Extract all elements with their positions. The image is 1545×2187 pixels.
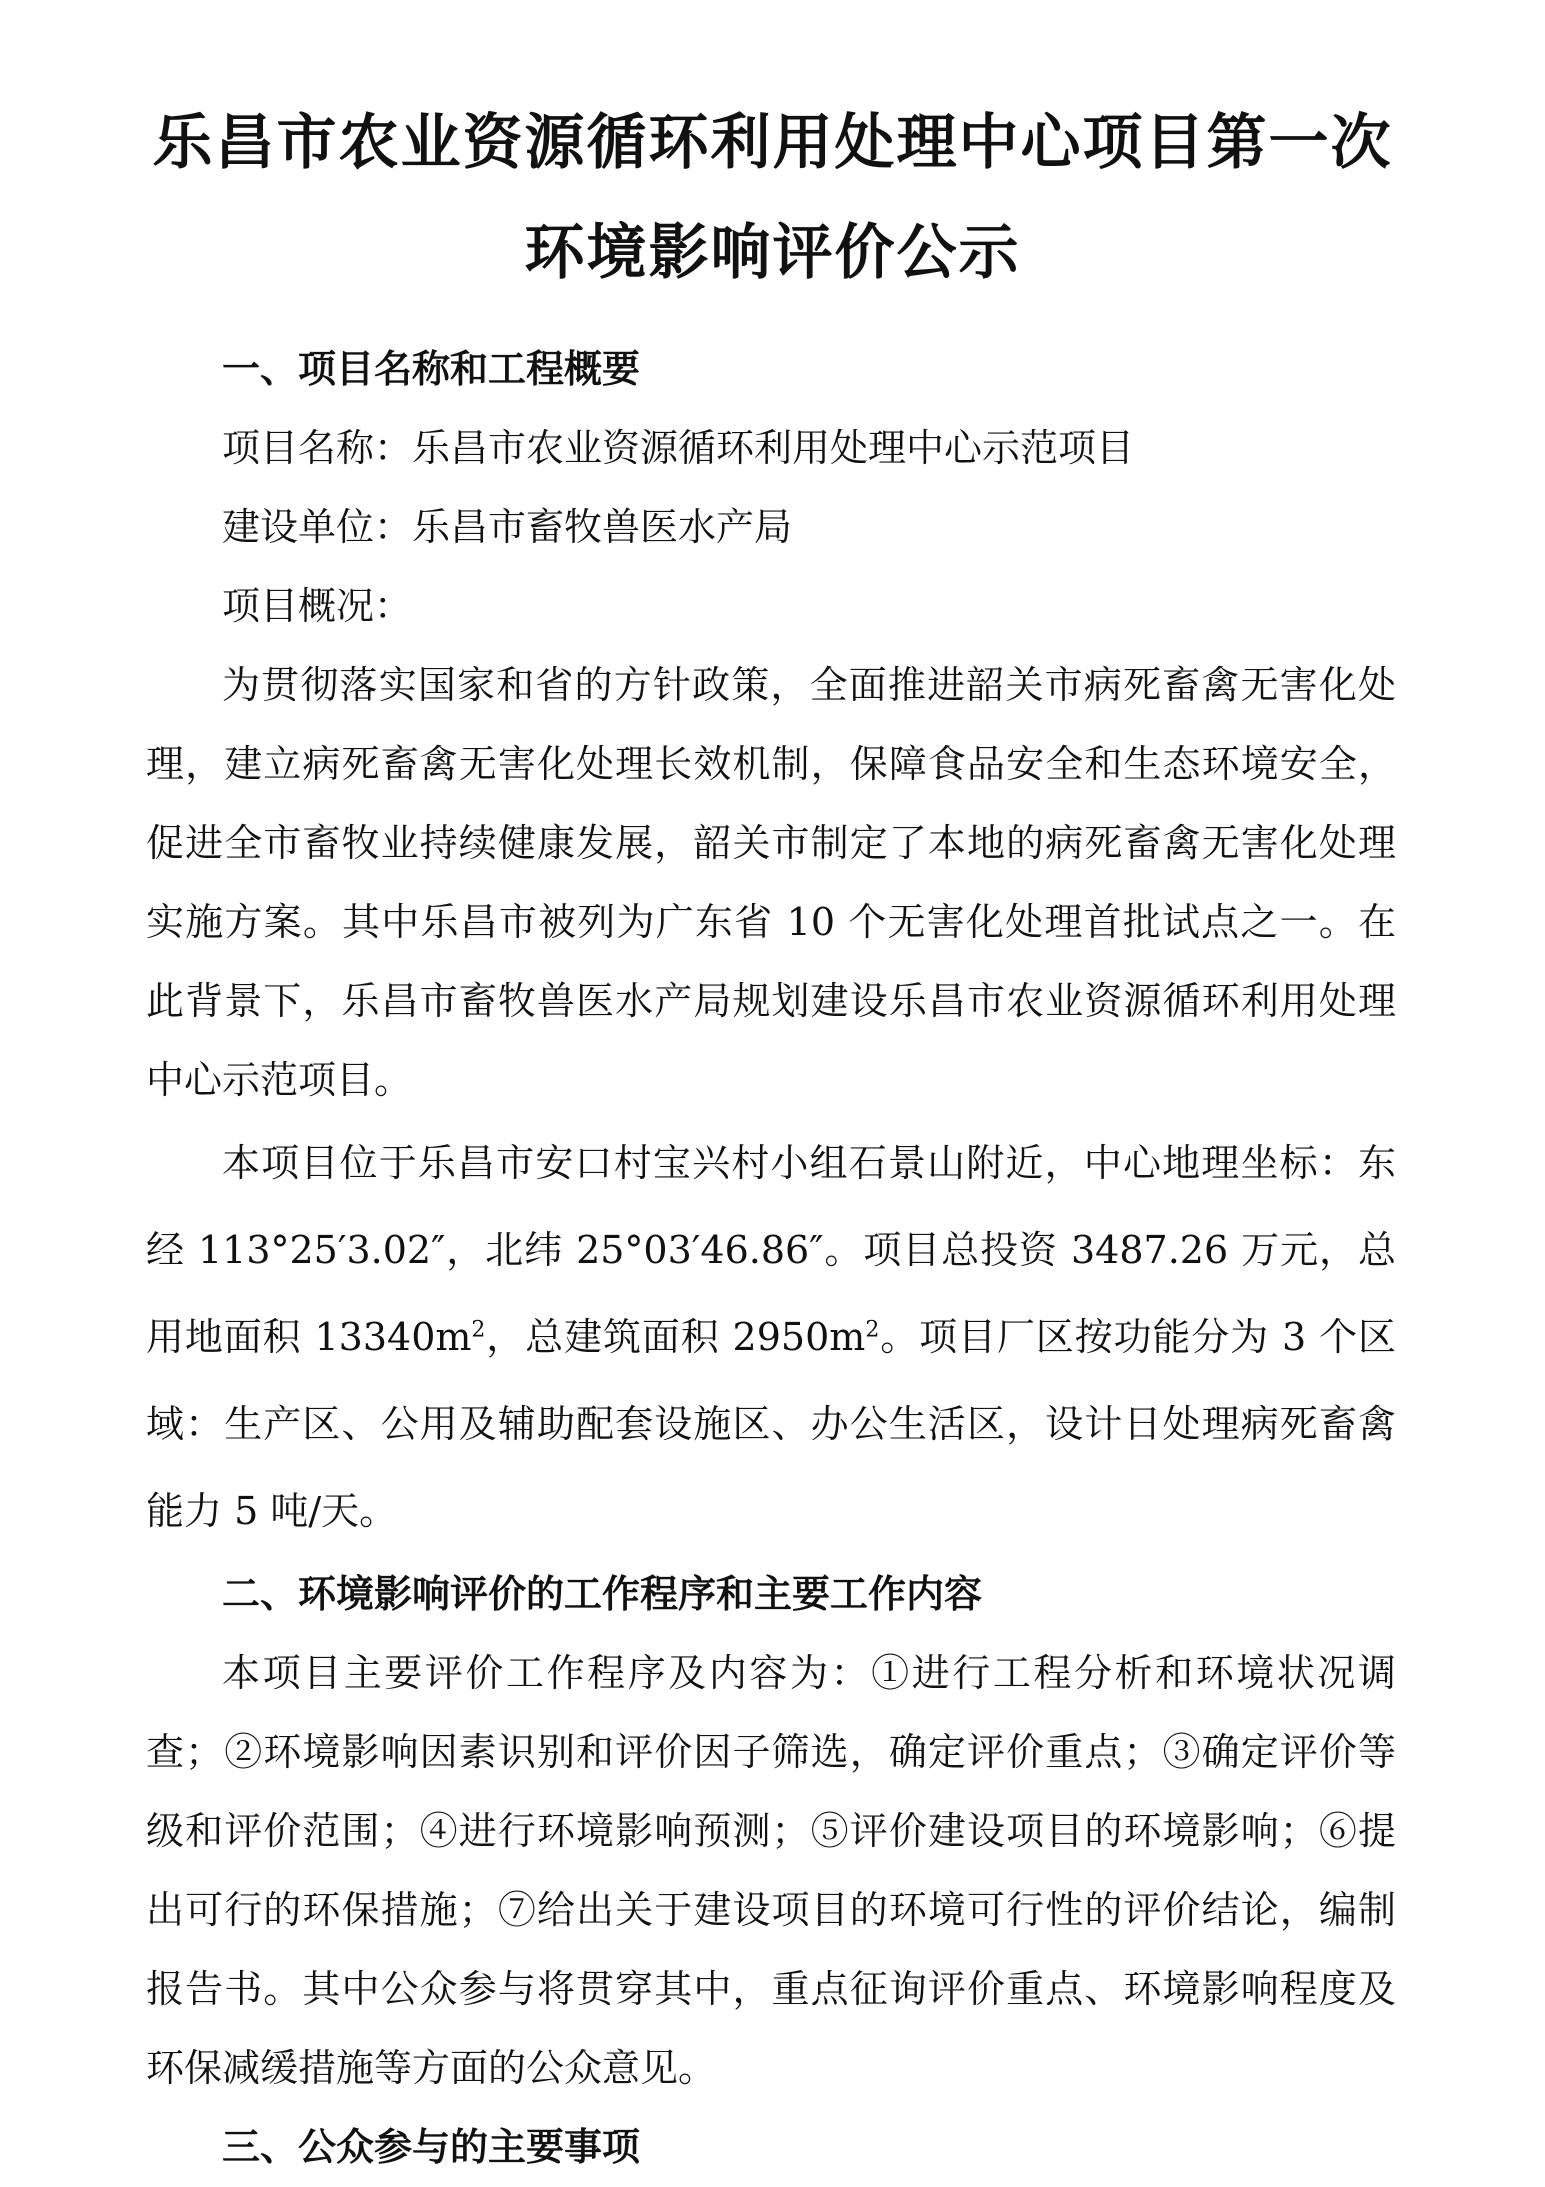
section-1-heading: 一、项目名称和工程概要: [222, 347, 641, 391]
overview-paragraph-2-part-b: ，总建筑面积 2950m: [485, 1315, 866, 1359]
section-2-heading: 二、环境影响评价的工作程序和主要工作内容: [222, 1572, 983, 1616]
document-title-line-2: 环境影响评价公示: [524, 218, 1021, 288]
builder-line: 建设单位：乐昌市畜牧兽医水产局: [222, 505, 793, 549]
overview-paragraph-2-part-a: 本项目位于乐昌市安口村宝兴村小组石景山附近，中心地理坐标：东经 113°25′3.02″，北纬 25°03′46.86″。项目总投资 3487.26 万元，总用地面积 13340m: [146, 1141, 1396, 1359]
overview-label: 项目概况：: [222, 584, 413, 628]
overview-paragraph-2: [146, 1120, 1396, 1555]
project-name-line: 项目名称：乐昌市农业资源循环利用处理中心示范项目: [222, 426, 1135, 470]
document-title-line-1: 乐昌市农业资源循环利用处理中心项目第一次: [152, 108, 1393, 178]
area-unit-superscript-2: 2: [865, 1317, 880, 1343]
overview-paragraph-2-part-c: 。项目厂区按功能分为 3 个区域：生产区、公用及辅助配套设施区、办公生活区，设计日处理病死畜禽能力 5 吨/天。: [146, 1315, 1397, 1533]
document-body: [146, 330, 1396, 2187]
area-unit-superscript-1: 2: [471, 1317, 486, 1343]
section-3-heading: 三、公众参与的主要事项: [222, 2125, 641, 2169]
section-2-paragraph: 本项目主要评价工作程序及内容为：①进行工程分析和环境状况调查；②环境影响因素识别和评价因子筛选，确定评价重点；③确定评价等级和评价范围；④进行环境影响预测；⑤评价建设项目的环境影响；⑥提出可行的环保措施；⑦给出关于建设项目的环境可行性的评价结论，编制报告书。其中公众参与将贯穿其中，重点征询评价重点、环境影响程度及环保减缓措施等方面的公众意见。: [146, 1651, 1396, 2090]
overview-paragraph-1: 为贯彻落实国家和省的方针政策，全面推进韶关市病死畜禽无害化处理，建立病死畜禽无害化处理长效机制，保障食品安全和生态环境安全，促进全市畜牧业持续健康发展，韶关市制定了本地的病死畜禽无害化处理实施方案。其中乐昌市被列为广东省 10 个无害化处理首批试点之一。在此背景下，乐昌市畜牧兽医水产局规划建设乐昌市农业资源循环利用处理中心示范项目。: [146, 663, 1396, 1102]
